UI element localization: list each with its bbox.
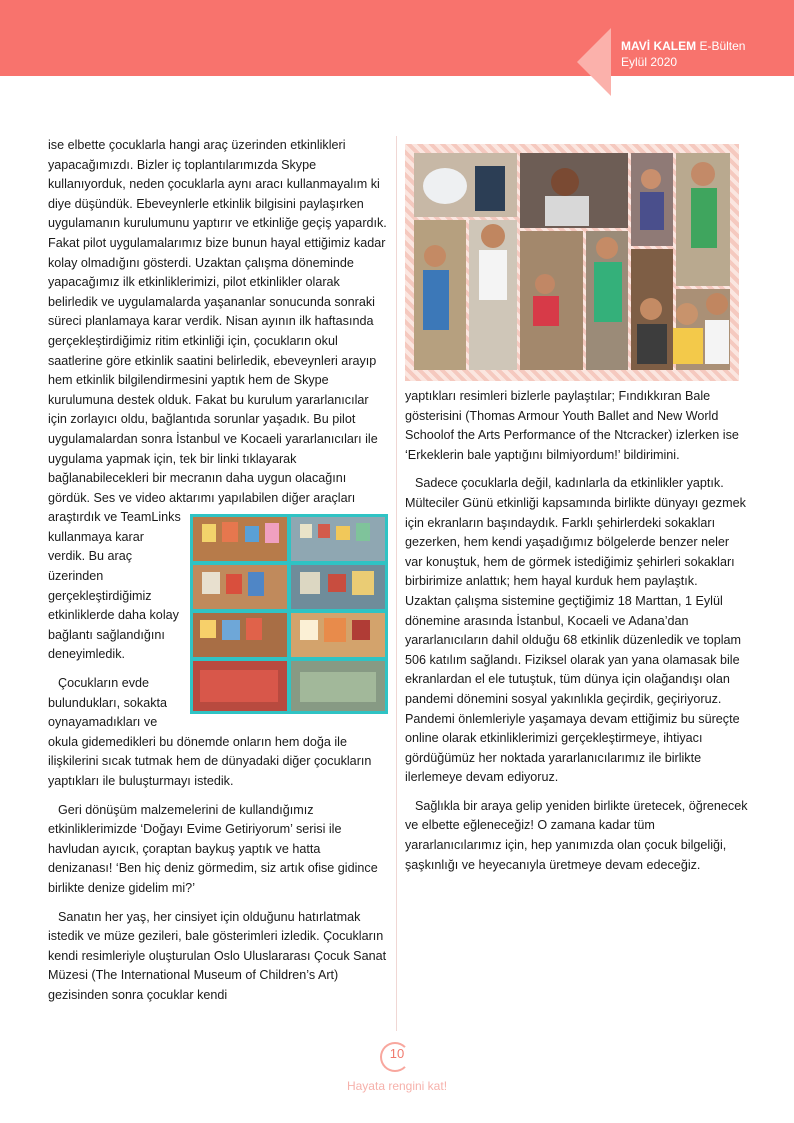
header-title bbox=[621, 38, 745, 70]
right-paragraph-4: Sağlıkla bir araya gelip yeniden birlikte üretecek, öğrenecek ve elbette eğleneceğiz! O zamana kadar tüm yararlanıcılarımız için, hep yanımızda olan çocuk bilgeliği, şaşkınlığı ve heyecanıyla üretmeye devam edeceğiz. bbox=[405, 798, 748, 872]
page-number: 10 bbox=[389, 1046, 405, 1061]
left-p1-text-a: ise elbette çocuklarla hangi araç üzerinden etkinlikleri yapacağımızdı. Bizler iç toplantılarımızda Skype kullanıyorduk, neden çocuklarla aynı aracı kullanmayalım ki diye düşündük. Ebeveynlerle etkinlik bilgisini paylaşırken uygulamanın kurulumunu yaptırır ve etkinliğe geçiş yapardık. Fakat pilot uygulamalarımız bize bunun hayal ettiğimiz kadar kolay olmadığını gösterdi. Uzaktan çalışma döneminde yapacağımız ilk etkinliklerimizi, pilot etkinlikler olarak belirledik ve uygulamalarda yaşananlar sonucunda sonraki süreci planlamaya karar verdik. Nisan ayının ilk haftasında gerçekleştirdiğimiz ritim etkinliği için, çocukların okul saatlerine göre etkinlik saatini belirledik, ebeveynleri arayıp hem etkinlik bilgilendirmesini yaptık hem de Skype kurulumuna destek olduk. Fakat bu kurulum yararlanıcılar için zorlayıcı oldu, bağlantıda sorunlar yaşadık. Bu pilot uygulamalardan sonra İstanbul ve Kocaeli yararlanıcıları ile uygulama yapmak için, tek bir linki tıklayarak bağlanabilecekleri bir mecranın daha uygun olacağını gördük. Ses ve video aktarımı yapılabilen diğer araçları araştırdık ve TeamLinks bbox=[48, 138, 387, 525]
right-paragraph-1: yaptıkları resimleri bizlerle paylaştılar; Fındıkkıran Bale gösterisini (Thomas Armour Youth Ballet and New World Schoolof the Arts Performance of the Ntcracker) izlerken ise ‘Erkeklerin bale yaptığını bilmiyordum!’ bildirimini. bbox=[405, 389, 739, 462]
publication-name: E-Bülten bbox=[696, 39, 746, 53]
children-photos bbox=[405, 144, 739, 381]
left-column bbox=[48, 136, 388, 1015]
right-column bbox=[405, 387, 748, 884]
left-p1-text-b: kullanmaya karar verdik. Bu araç üzerinden gerçekleştirdiğimiz etkinliklerde daha kolay bağlantı sağlandığını deneyimledik. bbox=[48, 529, 179, 662]
children-activity-photo-collage bbox=[405, 144, 739, 381]
left-paragraph-4: Sanatın her yaş, her cinsiyet için olduğunu hatırlatmak istedik ve müze gezileri, bale gösterimleri izledik. Çocukların kendi resimleriyle oluşturulan Oslo Uluslararası Çocuk Sanat Müzesi (The International Museum of Children’s Art) gezisinden sonra çocuklar kendi bbox=[48, 909, 387, 1002]
left-paragraph-1 bbox=[48, 136, 388, 665]
footer-slogan: Hayata rengini kat! bbox=[346, 1079, 448, 1093]
issue-date: Eylül 2020 bbox=[621, 55, 678, 69]
online-museum-gallery-image bbox=[190, 514, 388, 714]
brand-name: MAVİ KALEM bbox=[621, 39, 697, 53]
column-divider bbox=[396, 136, 397, 1031]
museum-gallery-collage bbox=[190, 514, 388, 714]
right-paragraph-3: Uzaktan çalışma sistemine geçtiğimiz 18 Marttan, 1 Eylül dönemine arasında İstanbul, Kocaeli ve Adana’dan yararlanıcıların dahil olduğu 68 etkinlik düzenledik ve toplam 506 katılım sağlandı. Fiziksel olarak yan yana olamasak bile ekranlardan el ele tutuştuk, tüm dünya için olağandışı olan pandemi dönemini sosyal yakınlıkla geçirdik, geçiriyoruz. Pandemi önlemleriyle yaşamaya devam ettiğimiz bu süreçte online olarak etkinliklerimizi gerçekleştirmeye, ihtiyacı gördüğümüz her noktada yararlanıcılarımız ile birlikte ilerlemeye devam ediyoruz. bbox=[405, 593, 742, 785]
left-paragraph-2: Çocukların evde bulundukları, sokakta oynayamadıkları ve okula gidemedikleri bu dönemde onların hem doğa ile ilişkilerini sıcak tutmak hem de dünyadaki diğer çocukların yaptıkları ile buluşturmayı istedik. bbox=[48, 676, 372, 788]
left-paragraph-3: Geri dönüşüm malzemelerini de kullandığımız etkinliklerimizde ‘Doğayı Evime Getiriyorum’ serisi ile havludan ayıcık, çoraptan baykuş yaptık ve hatta denizanası! ‘Ben hiç deniz görmedim, siz artık ofise gidince birlikte denize gidelim mi?’ bbox=[48, 802, 378, 895]
right-paragraph-2: Sadece çocuklarla değil, kadınlarla da etkinlikler yaptık. Mülteciler Günü etkinliği kapsamında birlikte dünyayı gezmek için ekranların başındaydık. Farklı şehirlerdeki sokakları gezerken, hem kendi yaşadığımız bölgelerde benzer neler var konuştuk, hem de görmek istediğimiz şehirleri sokakları birbirimize anlattık; hem hayal kurduk hem paylaştık. bbox=[405, 476, 746, 589]
